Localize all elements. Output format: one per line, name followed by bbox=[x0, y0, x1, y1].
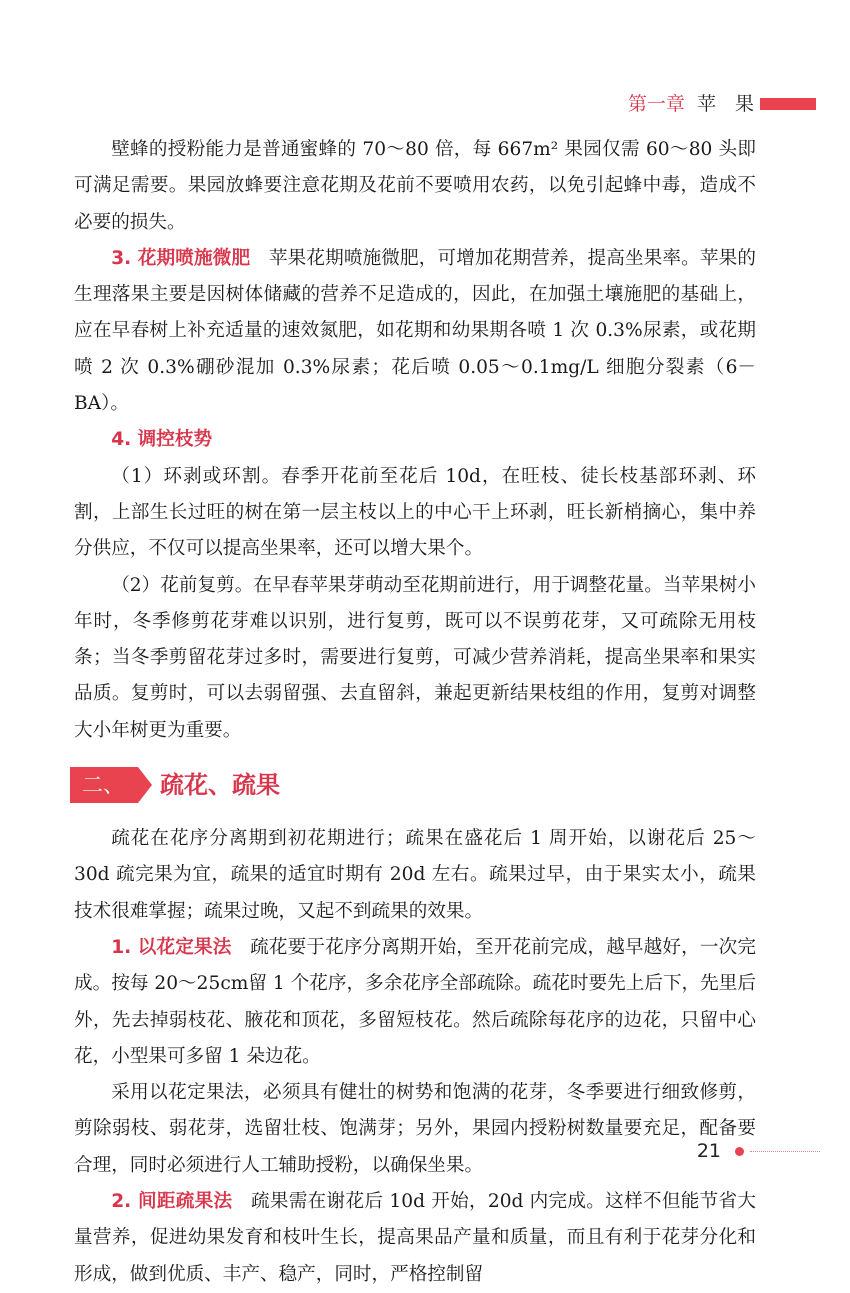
running-header bbox=[0, 92, 850, 118]
paragraph: （2）花前复剪。在早春苹果芽萌动至花期前进行，用于调整花量。当苹果树小年时，冬季修剪花芽难以识别，进行复剪，既可以不误剪花芽，又可疏除无用枝条；当冬季剪留花芽过多时，需要进行复剪，可减少营养消耗，提高坐果率和果实品质。复剪时，可以去弱留强、去直留斜，兼起更新结果枝组的作用，复剪对调整大小年树更为重要。 bbox=[74, 574, 756, 741]
item-3-heading: 3. 花期喷施微肥 bbox=[111, 247, 251, 269]
header-accent-bar bbox=[760, 98, 816, 110]
section-title: 疏花、疏果 bbox=[160, 770, 280, 799]
item-3-text: 苹果花期喷施微肥，可增加花期营养，提高坐果率。苹果的生理落果主要是因树体储藏的营养不足造成的，因此，在加强土壤施肥的基础上，应在早春树上补充适量的速效氮肥，如花期和幼果期各喷 1 次 0.3%尿素，或花期喷 2 次 0.3%硼砂混加 0.3%尿素；花后喷 0.05～0.1mg/L 细胞分裂素（6－BA）。 bbox=[74, 247, 756, 415]
footer-dotted-line bbox=[750, 1151, 820, 1152]
paragraph: （1）环剥或环割。春季开花前至花后 10d，在旺枝、徒长枝基部环剥、环割，上部生长过旺的树在第一层主枝以上的中心干上环剥，旺长新梢摘心，集中养分供应，不仅可以提高坐果率，还可以增大果个。 bbox=[74, 465, 756, 560]
page-footer bbox=[697, 1140, 820, 1162]
header-subject: 苹 果 bbox=[696, 93, 754, 115]
paragraph: 采用以花定果法，必须具有健壮的树势和饱满的花芽，冬季要进行细致修剪，剪除弱枝、弱花芽，选留壮枝、饱满芽；另外，果园内授粉树数量要充足，配备要合理，同时必须进行人工辅助授粉，以确保坐果。 bbox=[74, 1082, 756, 1176]
method-2-heading: 2. 间距疏果法 bbox=[111, 1191, 233, 1213]
paragraph: 疏花在花序分离期到初花期进行；疏果在盛花后 1 周开始，以谢花后 25～30d 疏完果为宜，疏果的适宜时期有 20d 左右。疏果过早，由于果实太小，疏果技术很难掌握；疏果过晚，又起不到疏果的效果。 bbox=[74, 828, 756, 922]
header-chapter: 第一章 bbox=[627, 93, 685, 115]
section-heading bbox=[70, 763, 756, 807]
method-1-text: 疏花要于花序分离期开始，至开花前完成，越早越好，一次完成。按每 20～25cm留 1 个花序，多余花序全部疏除。疏花时要先上后下，先里后外，先去掉弱枝花、腋花和顶花，多留短枝花。然后疏除每花序的边花，只留中心花，小型果可多留 1 朵边花。 bbox=[74, 936, 756, 1067]
item-4-heading-line bbox=[74, 422, 756, 458]
method-1-heading: 1. 以花定果法 bbox=[111, 936, 232, 958]
paragraph: 壁蜂的授粉能力是普通蜜蜂的 70～80 倍，每 667m² 果园仅需 60～80 头即可满足需要。果园放蜂要注意花期及花前不要喷用农药，以免引起蜂中毒，造成不必要的损失。 bbox=[74, 139, 756, 233]
paragraph-item-3 bbox=[74, 241, 756, 422]
header-title bbox=[628, 92, 754, 116]
section-number: 二、 bbox=[70, 767, 138, 803]
paragraph-method-2 bbox=[74, 1184, 756, 1293]
method-2-text: 疏果需在谢花后 10d 开始，20d 内完成。这样不但能节省大量营养，促进幼果发育和枝叶生长，提高果品产量和质量，而且有利于花芽分化和形成，做到优质、丰产、稳产，同时，严格控制留 bbox=[74, 1191, 756, 1285]
page-number: 21 bbox=[696, 1140, 721, 1162]
item-4-heading: 4. 调控枝势 bbox=[111, 429, 213, 451]
page-dot bbox=[735, 1147, 744, 1156]
page-body bbox=[74, 132, 756, 1293]
paragraph-method-1 bbox=[74, 930, 756, 1075]
